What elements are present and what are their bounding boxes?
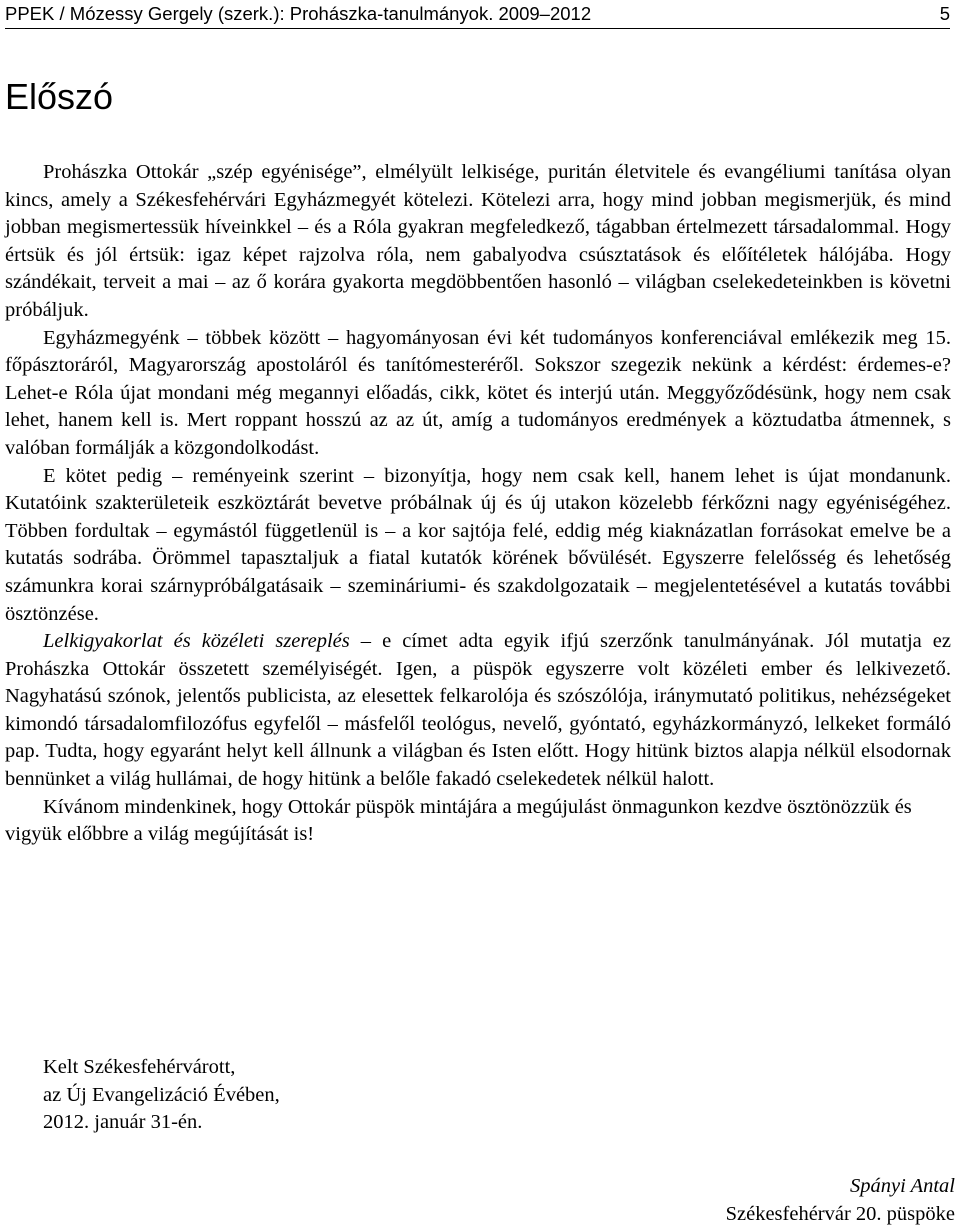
paragraph-text: Prohászka Ottokár „szép egyénisége”, elmélyült lelkiségе, puritán életvitele és evangéliumi tanítása olyan kincs, amely a Székesfehérvári Egyházmegyét kötelezi. Kötelezi arra, hogy mind jobban megismerjük, és mind jobban megismertessük híveinkkel – és a Róla gyakran megfeledkező, tágabban értelmezett társadalommal. Hogy értsük és jól értsük: igaz képet rajzolva róla, nem gabalyodva csúsztatások és előítéletek hálójába. Hogy szándékait, terveit a mai – az ő korára gyakorta megdöbbentően hasonló – világban cselekedeteinkben is követni próbáljuk. [5, 161, 951, 321]
paragraph [5, 628, 951, 794]
paragraph-text: E kötet pedig – reményeink szerint – bizonyítja, hogy nem csak kell, hanem lehet is újat mondanunk. Kutatóink szakterületeik eszköztárát bevetve próbálnak új és új utakon közelebb férkőzni nagy egyéniségéhez. Többen fordultak – egymástól függetlenül is – a kor sajtója felé, eddig még kiaknázatlan forrásokat emelve be a kutatás sodrába. Örömmel tapasztaljuk a fiatal kutatók körének bővülését. Egyszerre felelősség és lehetőség számunkra korai szárnypróbálgatásaik – szemináriumi- és szakdolgozataik – megjelentetésével a kutatás további ösztönzése. [5, 464, 951, 625]
dateline-place: Kelt Székesfehérvárott, [43, 1056, 236, 1078]
paragraph [5, 159, 951, 325]
page-number: 5 [939, 3, 950, 24]
foreword-body [5, 159, 951, 849]
paragraph [5, 325, 951, 463]
paragraph-text: Kívánom mindenkinek, hogy Ottokár püspök mintájára a megújulást önmagunkon kezdve ösztönözzük és vigyük előbbre a világ megújítását is! [5, 795, 912, 846]
signature-block [555, 1173, 955, 1228]
running-header [5, 2, 950, 29]
paragraph [5, 463, 951, 629]
dateline-date: 2012. január 31-én. [43, 1111, 203, 1134]
dateline-year: az Új Evangelizáció Évében, [43, 1083, 280, 1106]
running-title: PPEK / Mózessy Gergely (szerk.): Prohászka-tanulmányok. 2009–2012 [5, 3, 592, 24]
dateline [43, 1054, 280, 1137]
quoted-title: Lelkigyakorlat és közéleti szereplés [43, 630, 350, 653]
paragraph [5, 794, 951, 849]
signature-role: Székesfehérvár 20. püspöke [725, 1202, 955, 1225]
page-title: Előszó [5, 76, 114, 117]
paragraph-text: Egyházmegyénk – többek között – hagyományosan évi két tudományos konferenciával emlékezik meg 15. főpásztoráról, Magyarország apostoláról és tanítómesteréről. Sokszor szegezik nekünk a kérdést: érdemes-e? Lehet-e Róla újat mondani még megannyi előadás, cikk, kötet és interjú után. Meggyőződésünk, hogy nem csak lehet, hanem kell is. Mert roppant hosszú az az út, amíg a tudományos eredmények a köztudatba átmennek, s valóban formálják a közgondolkodást. [5, 326, 951, 459]
paragraph-text: – e címet adta egyik ifjú szerzőnk tanulmányának. Jól mutatja ez Prohászka Ottokár összetett személyiségét. Igen, a püspök egyszerre volt közéleti ember és lelkivezető. Nagyhatású szónok, jelentős publicista, az elesettek felkarolója és szószólója, iránymutató politikus, nehézségeket kimondó társadalomfilozófus egyfelől – másfelől teológus, nevelő, gyóntató, egyházkormányzó, lelkeket formáló pap. Tudta, hogy egyaránt helyt kell állnunk a világban és Isten előtt. Hogy hitünk biztos alapja nélkül elsodornak bennünket a világ hullámai, de hogy hitünk a belőle fakadó cselekedetek nélkül halott. [5, 630, 951, 791]
signature-name: Spányi Antal [850, 1175, 955, 1197]
